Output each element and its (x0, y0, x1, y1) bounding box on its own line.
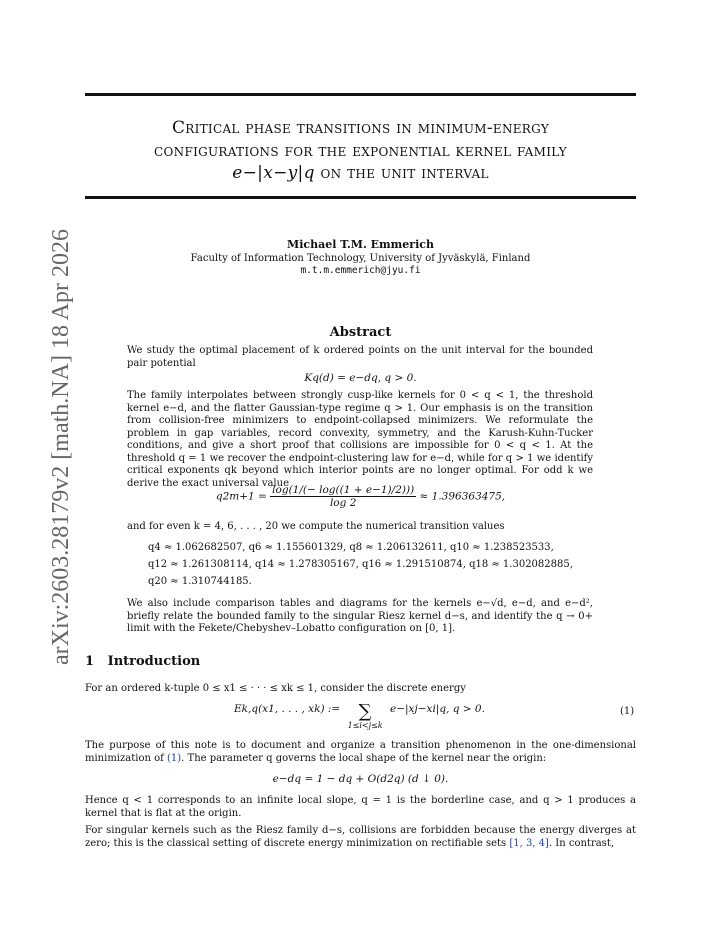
section-1-heading (85, 654, 200, 669)
abstract-heading: Abstract (329, 325, 392, 340)
critical-exponent-value: ≈ 1.396363475, (419, 490, 506, 503)
energy-sum-operator (348, 703, 383, 731)
intro-paragraph-4 (85, 824, 636, 850)
citation-links[interactable]: [1, 3, 4] (509, 838, 549, 849)
paper-title-line-2: configurations for the exponential kernel family (154, 141, 567, 161)
section-title: Introduction (107, 654, 201, 669)
transition-values-row-1: q4 ≈ 1.062682507, q6 ≈ 1.155601329, q8 ≈ 1.206132611, q10 ≈ 1.238523533, (148, 542, 554, 553)
title-bottom-rule (85, 196, 636, 199)
author-affiliation: Faculty of Information Technology, University of Jyväskylä, Finland (190, 253, 531, 264)
energy-equation-rhs: e−|xj−xi|q, q > 0. (390, 703, 485, 715)
equation-reference-link[interactable]: (1) (167, 753, 182, 764)
intro-paragraph-4-text-b: . In contrast, (548, 838, 615, 849)
transition-values-row-3: q20 ≈ 1.310744185. (148, 576, 252, 587)
abstract-equation-kernel: Kq(d) = e−dq, q > 0. (304, 372, 417, 384)
fraction-denominator: log 2 (329, 497, 357, 509)
intro-paragraph-1: For an ordered k-tuple 0 ≤ x1 ≤ · · · ≤ xk ≤ 1, consider the discrete energy (85, 683, 466, 694)
arxiv-sidebar (18, 229, 74, 665)
energy-equation (234, 703, 485, 731)
intro-paragraph-4-text-a: For singular kernels such as the Riesz family d−s, collisions are forbidden because the energy diverges at zero; this is the classical setting of discrete energy minimization on rectifiable sets (85, 825, 636, 849)
intro-paragraph-3: Hence q < 1 corresponds to an infinite local slope, q = 1 is the borderline case, and q > 1 produces a kernel that is flat at the origin. (85, 795, 636, 819)
energy-equation-lhs: Ek,q(x1, . . . , xk) := (234, 703, 341, 715)
abstract-paragraph-1: We study the optimal placement of k ordered points on the unit interval for the bounded pair potential (127, 345, 593, 369)
paper-title-line-3 (85, 161, 636, 185)
paper-title-line-1: Critical phase transitions in minimum-energy (171, 118, 550, 138)
transition-values-row-2: q12 ≈ 1.261308114, q14 ≈ 1.278305167, q16 ≈ 1.291510874, q18 ≈ 1.302082885, (148, 559, 573, 570)
intro-paragraph-2-text-b: . The parameter q governs the local shape of the kernel near the origin: (181, 753, 547, 764)
arxiv-identifier: arXiv:2603.28179v2 [math.NA] 18 Apr 2026 (48, 229, 74, 665)
author-name: Michael T.M. Emmerich (287, 238, 434, 251)
section-number: 1 (85, 654, 95, 669)
critical-exponent-fraction (270, 484, 416, 509)
abstract-paragraph-2: The family interpolates between strongly cusp-like kernels for 0 < q < 1, the threshold kernel e−d, and the flatter Gaussian-type regime q > 1. Our emphasis is on the transition from collision-free minimizers to endpoint-collapsed minimizers. We reformulate the problem in gap variables, record convexity, symmetry, and the Karush-Kuhn-Tucker conditions, and give a short proof that collisions are impossible for 0 < q < 1. At the threshold q = 1 we recover the endpoint-clustering law for e−d, while for q > 1 we identify critical exponents qk beyond which interior points are no longer optimal. For odd k we derive the exact universal value (127, 390, 593, 489)
equation-number-1: (1) (620, 706, 635, 717)
author-email[interactable]: m.t.m.emmerich@jyu.fi (300, 265, 421, 276)
sum-symbol: ∑ (358, 701, 372, 722)
kernel-expansion-equation: e−dq = 1 − dq + O(d2q) (d ↓ 0). (272, 773, 449, 785)
title-line-3-text: on the unit interval (320, 163, 489, 183)
fraction-numerator: log(1/(− log((1 + e−1)/2))) (272, 484, 415, 496)
abstract-paragraph-3: and for even k = 4, 6, . . . , 20 we compute the numerical transition values (127, 521, 505, 532)
critical-exponent-lhs: q2m+1 = (215, 490, 267, 503)
title-top-rule (85, 93, 636, 96)
abstract-equation-critical-exponent (85, 484, 636, 509)
intro-paragraph-2-text-a: The purpose of this note is to document and organize a transition phenomenon in the one-dimensional minimization of (85, 740, 636, 764)
title-kernel-formula: e−|x−y|q (232, 163, 315, 183)
sum-index-range: 1≤i<j≤k (347, 721, 383, 730)
intro-paragraph-2 (85, 739, 636, 765)
abstract-paragraph-4: We also include comparison tables and diagrams for the kernels e−√d, e−d, and e−d², briefly relate the bounded family to the singular Riesz kernel d−s, and identify the q → 0+ limit with the Fekete/Chebyshev–Lobatto configuration on [0, 1]. (127, 598, 593, 634)
